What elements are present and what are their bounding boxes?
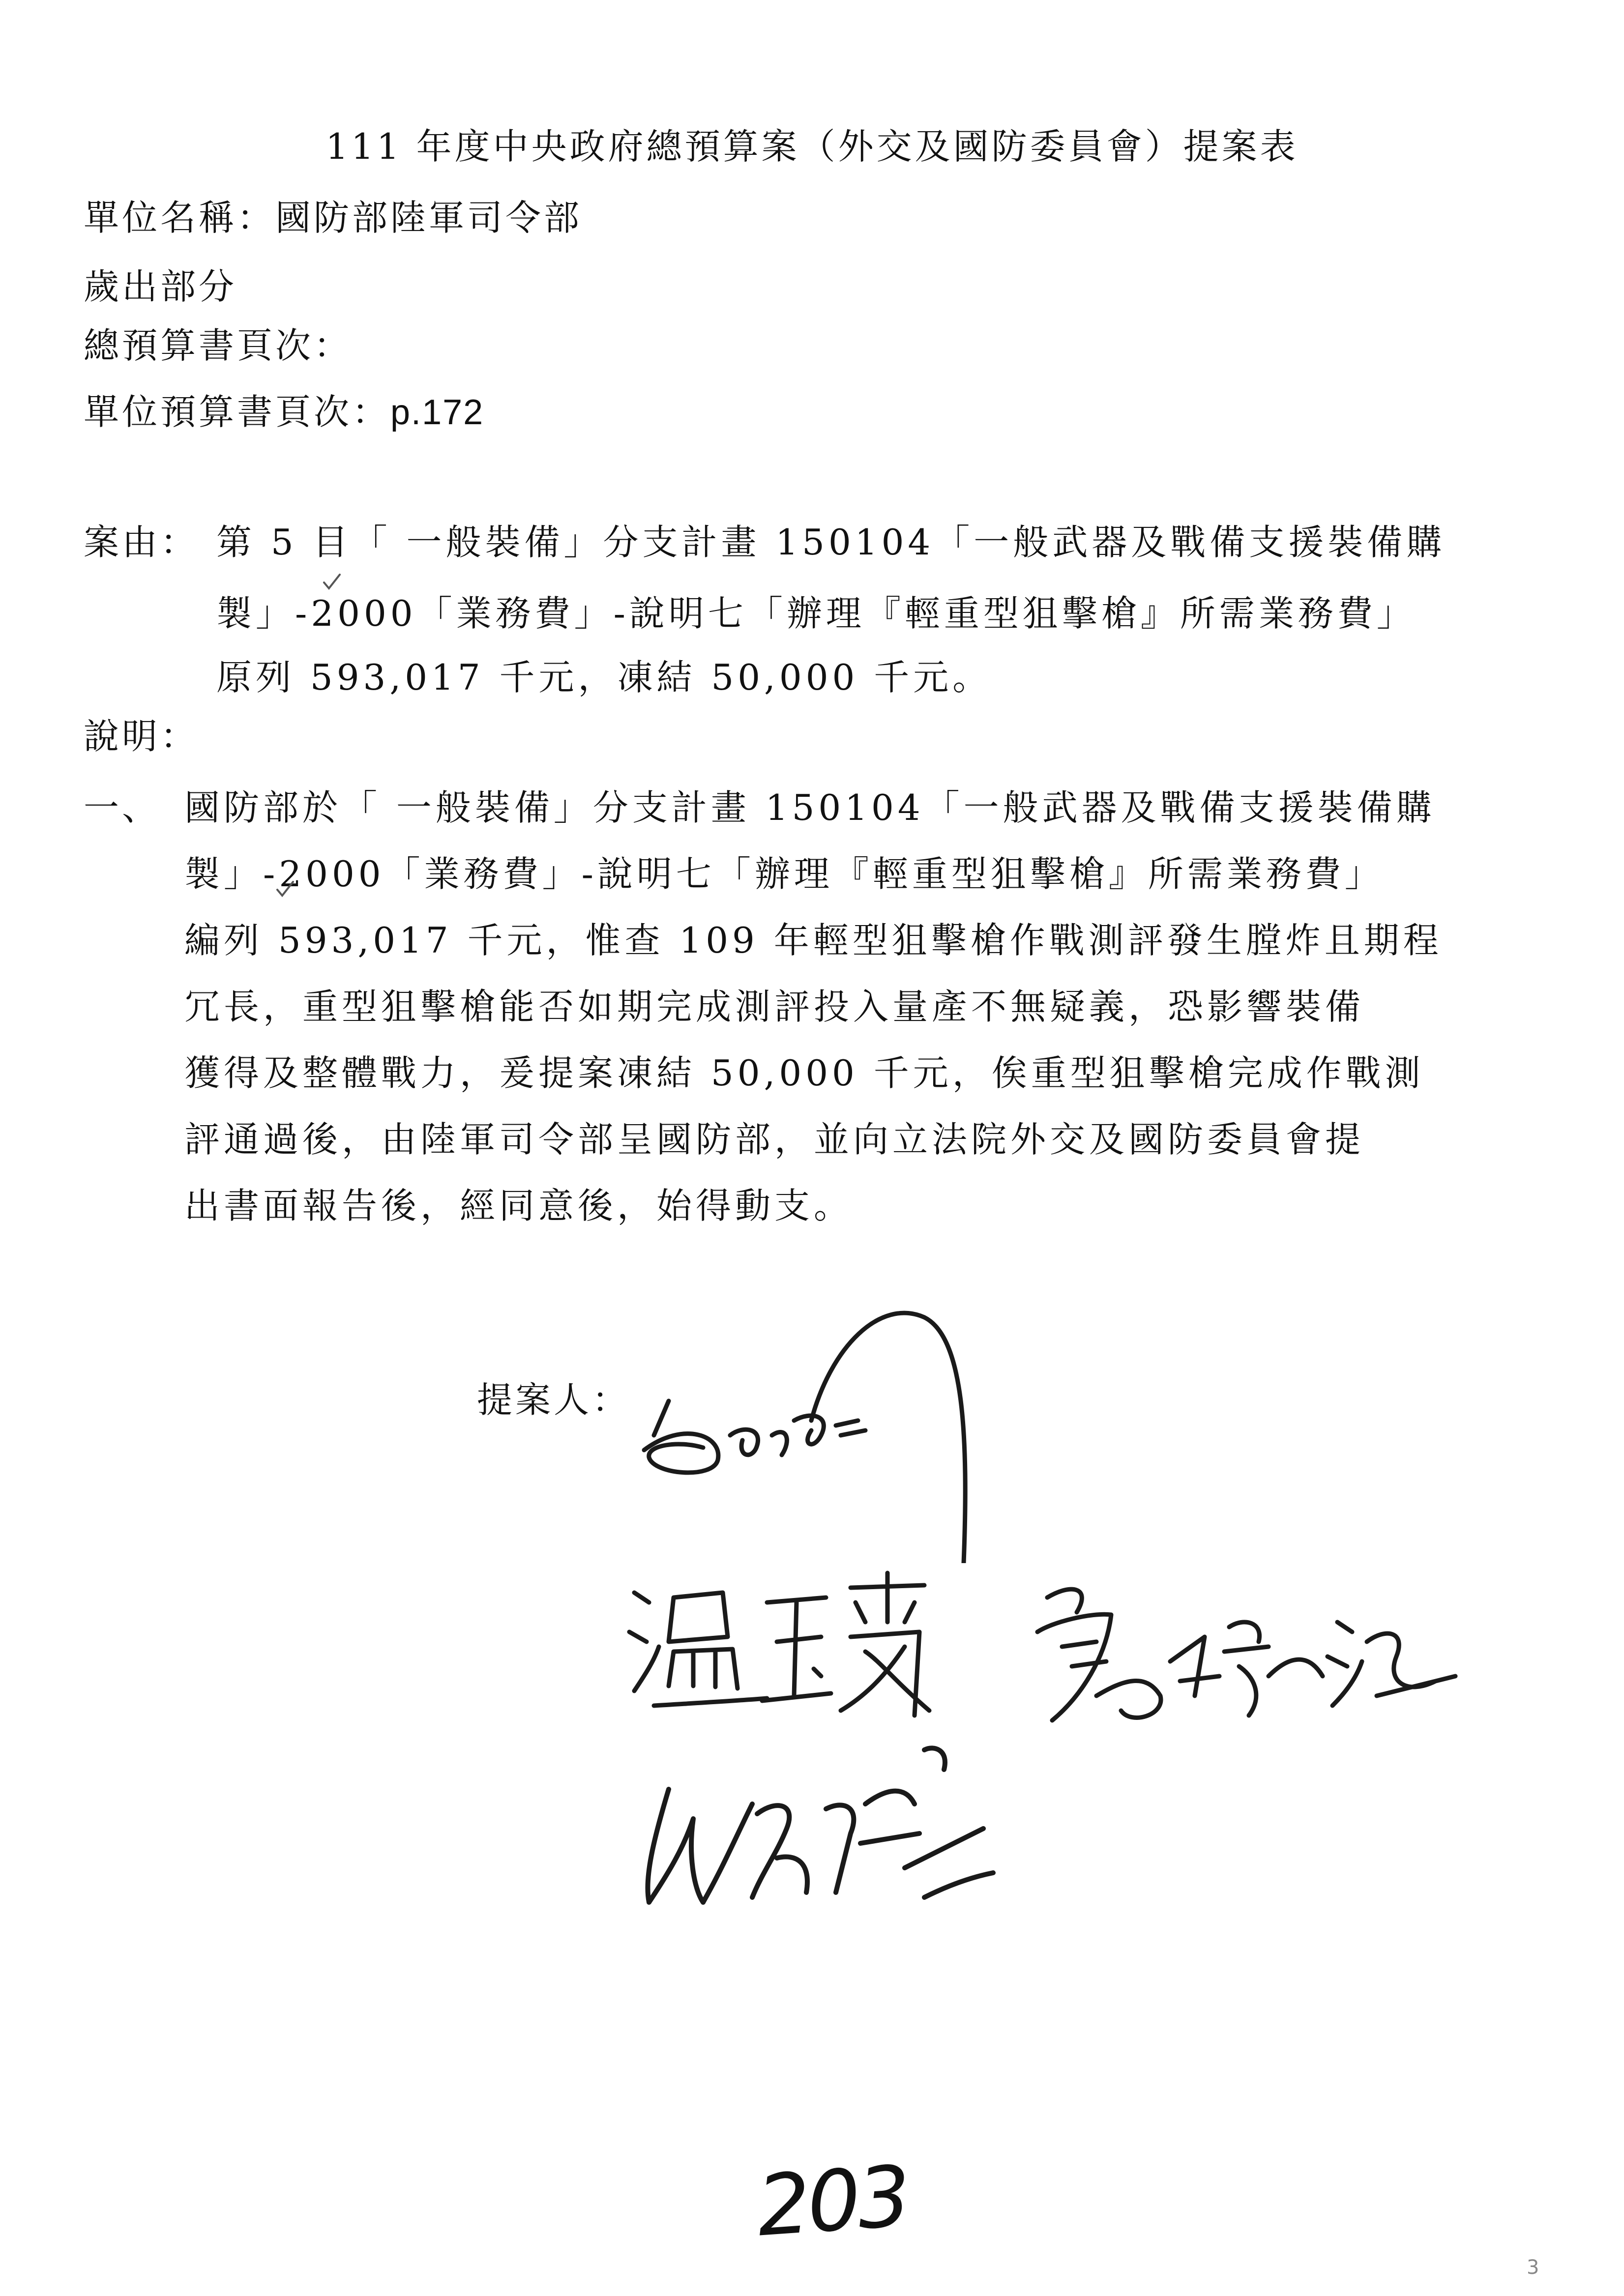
case-line: 製」-2000「業務費」-說明七「辦理『輕重型狙擊槍』所需業務費」 <box>216 593 1416 634</box>
page-title: 111 年度中央政府總預算案（外交及國防委員會）提案表 <box>325 126 1299 167</box>
explanation-line: 編列 593,017 千元，惟查 109 年輕型狙擊槍作戰測評發生膛炸且期程 <box>184 920 1443 961</box>
handwritten-page-number: 203 <box>754 2148 912 2256</box>
signature-4 <box>629 1730 1003 1917</box>
explanation-line: 冗長，重型狙擊槍能否如期完成測評投入量產不無疑義，恐影響裝備 <box>184 986 1365 1027</box>
case-line: 第 5 目「 一般裝備」分支計畫 150104「一般武器及戰備支援裝備購 <box>216 522 1446 563</box>
check-mark-icon <box>322 573 342 592</box>
case-label: 案由： <box>84 522 199 563</box>
unit-budget-page-label: 單位預算書頁次： <box>84 391 391 433</box>
corner-mark: 3 <box>1527 2256 1539 2279</box>
check-mark-icon <box>275 880 295 900</box>
proposer-label: 提案人： <box>477 1379 631 1421</box>
case-line: 原列 593,017 千元，凍結 50,000 千元。 <box>216 657 992 698</box>
explanation-item-marker: 一、 <box>84 787 161 828</box>
unit-name-line: 單位名稱：國防部陸軍司令部 <box>84 197 583 238</box>
signature-3 <box>1033 1568 1465 1730</box>
unit-budget-page-line <box>84 383 484 435</box>
total-budget-page-line: 總預算書頁次： <box>84 325 353 366</box>
explanation-line: 出書面報告後，經同意後，始得動支。 <box>184 1185 854 1226</box>
budget-section-line: 歲出部分 <box>84 266 237 307</box>
explanation-line: 獲得及整體戰力，爰提案凍結 50,000 千元，俟重型狙擊槍完成作戰測 <box>184 1052 1424 1094</box>
signature-1 <box>624 1288 998 1563</box>
explanation-line: 製」-2000「業務費」-說明七「辦理『輕重型狙擊槍』所需業務費」 <box>184 853 1384 895</box>
unit-budget-page-value: p.172 <box>390 393 484 432</box>
explanation-line: 國防部於「 一般裝備」分支計畫 150104「一般武器及戰備支援裝備購 <box>184 787 1436 828</box>
explanation-line: 評通過後，由陸軍司令部呈國防部，並向立法院外交及國防委員會提 <box>184 1119 1365 1160</box>
explanation-label: 說明： <box>84 716 199 757</box>
signature-wen-yuxia <box>620 1563 974 1725</box>
